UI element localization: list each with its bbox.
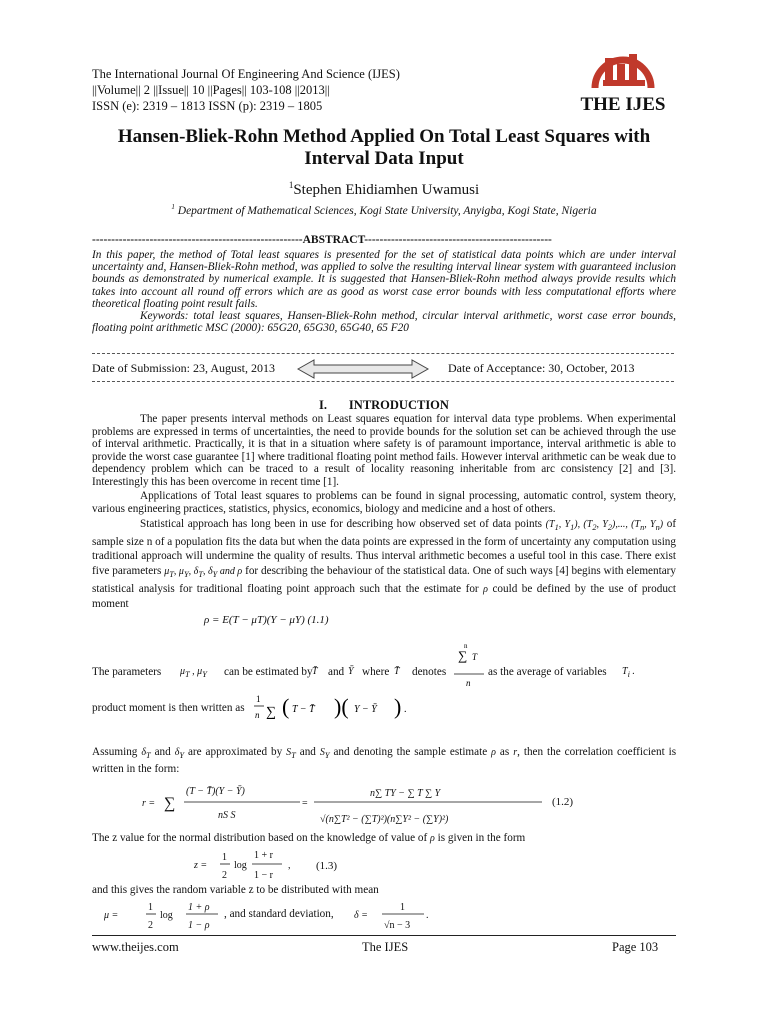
logo-text: THE IJES bbox=[580, 94, 666, 115]
svg-text:T: T bbox=[472, 652, 478, 662]
paragraph-2: Applications of Total least squares to problems can be found in signal processing, automatic control, system theory, various engineering practices, statistics, physics, economics, biology and medicine and a host of others. bbox=[92, 490, 676, 515]
keywords: Keywords: total least squares, Hansen-Bliek-Rohn method, circular interval arithmetic, worst case error bounds, floating point arithmetic MSC (2000): 65G20, 65G30, 65G40, 65 F20 bbox=[92, 310, 676, 335]
svg-text:1 + ρ: 1 + ρ bbox=[188, 902, 210, 913]
svg-text:μ =: μ = bbox=[104, 910, 119, 921]
equation-1-2: r = ∑ (T − T̄)(Y − Ȳ) nS S = n∑ TY − ∑ T ∑ Y √(n∑T² − (∑T)²)(n∑Y² − (∑Y)²) (1.2) bbox=[142, 786, 574, 825]
acceptance-date: Date of Acceptance: 30, October, 2013 bbox=[448, 361, 635, 375]
svg-text:√(n∑T² − (∑T)²)(n∑Y² − (∑Y)²): √(n∑T² − (∑T)²)(n∑Y² − (∑Y)²) bbox=[320, 814, 449, 825]
svg-text:n: n bbox=[464, 642, 468, 650]
svg-text:1 − r: 1 − r bbox=[254, 870, 273, 881]
equation-1-3: z = 1 2 log 1 + r 1 − r , (1.3) bbox=[194, 850, 338, 881]
submission-date: Date of Submission: 23, August, 2013 bbox=[92, 361, 276, 375]
assuming-line: Assuming $\delta_T$ and $\delta_Y$ are approximated by $S_T$ and $S_Y$ and denoting the sample estimate ρ as r, then the correlation coefficient is written in the form: bbox=[92, 746, 677, 775]
footer-site-link[interactable]: www.theijes.com bbox=[92, 940, 179, 954]
svg-text:n: n bbox=[255, 710, 260, 720]
svg-text:=: = bbox=[302, 798, 308, 809]
svg-text:.: . bbox=[426, 910, 429, 921]
journal-header bbox=[92, 66, 400, 114]
svg-text:1: 1 bbox=[400, 902, 405, 913]
distribution-line: and this gives the random variable z to be distributed with mean bbox=[92, 884, 379, 896]
product-moment-line: product moment is then written as 1 n ∑ ( T − T̄ )( Y − Ȳ ) . bbox=[92, 694, 407, 720]
paragraph-3: Statistical approach has long been in use for describing how observed set of data points ($T_1$, $Y_1$), ($T_2$, $Y_2$),..., ($T_n$, $Y_n$) of sample size n of a population fits the data but when the data points are expressed in the form of uncertainty any computation using traditional approach will undermine the quality of results. Thus interval arithmetic becomes a useful tool in this case. There exist five parameters $\mu_T$, $\mu_Y$, $\delta_T$, $\delta_Y$ and ρ for describing the behaviour of the statistical data. One of such ways [4] begins with elementary statistical analysis for traditional floating point approach such that the estimate for ρ could be defined by the use of product moment bbox=[92, 518, 677, 611]
svg-text:Y − Ȳ: Y − Ȳ bbox=[354, 704, 377, 715]
svg-text:T − T̄: T − T̄ bbox=[292, 704, 315, 715]
svg-text:2: 2 bbox=[222, 870, 227, 881]
page-number: Page 103 bbox=[612, 940, 659, 954]
abstract-body: In this paper, the method of Total least squares is presented for the set of statistical data points which are under interval uncertainty and, Hansen-Bliek-Rohn method, was applied to solve the resulting interval linear system with guaranteed inclusion bounds as demonstrated by numerical example. It is suggested that Hansen-Bliek-Rohn method always provide results which takes into account all round off errors which are as good as worst case error bounds with less computational efforts where theoretical floating point result fails. Keywords: total least squares, Hansen-Bliek-Rohn method, circular interval arithmetic, worst case error bounds, floating point arithmetic MSC (2000): 65G20, 65G30, 65G40, 65 F20 bbox=[92, 249, 676, 335]
ijes-logo bbox=[565, 44, 681, 118]
parameters-line: n ∑ T n The parameters $\mu_T$ , $\mu_Y$ can be estimated by T̄ and Ȳ where T̄ denotes as the average of variables $T_i$ . bbox=[92, 642, 635, 688]
section-heading: I. INTRODUCTION bbox=[319, 398, 449, 412]
svg-text:1: 1 bbox=[148, 902, 153, 913]
svg-text:1: 1 bbox=[222, 852, 227, 863]
svg-text:(T − T̄)(Y − Ȳ): (T − T̄)(Y − Ȳ) bbox=[186, 786, 245, 797]
affiliation: $^1$ Department of Mathematical Sciences, Kogi State University, Anyigba, Kogi State, Nigeria bbox=[171, 203, 597, 217]
issn-line: ISSN (e): 2319 – 1813 ISSN (p): 2319 – 1805 bbox=[92, 99, 323, 113]
svg-text:.: . bbox=[404, 704, 407, 715]
svg-text:∑: ∑ bbox=[266, 705, 276, 720]
svg-text:2: 2 bbox=[148, 920, 153, 931]
svg-text:,: , bbox=[288, 860, 291, 871]
equation-1-1: ρ = E(T − μT)(Y − μY) (1.1) bbox=[204, 614, 329, 626]
paper-title: Hansen-Bliek-Rohn Method Applied On Total Least Squares with Interval Data Input bbox=[117, 126, 651, 169]
mean-std-line: μ = 1 2 log 1 + ρ 1 − ρ , and standard deviation, δ = 1 √n − 3 . bbox=[104, 902, 429, 931]
double-arrow-icon bbox=[296, 358, 430, 380]
svg-text:)(: )( bbox=[334, 694, 349, 719]
svg-text:1 + r: 1 + r bbox=[254, 850, 273, 861]
svg-text:∑: ∑ bbox=[164, 795, 176, 812]
svg-text:r =: r = bbox=[142, 798, 156, 809]
svg-text:n∑ TY − ∑ T ∑ Y: n∑ TY − ∑ T ∑ Y bbox=[370, 788, 441, 799]
svg-text:n: n bbox=[466, 678, 471, 688]
divider bbox=[92, 353, 674, 354]
svg-text:): ) bbox=[394, 694, 402, 719]
divider bbox=[92, 381, 674, 382]
footer-rule bbox=[92, 935, 676, 936]
svg-text:1 − ρ: 1 − ρ bbox=[188, 920, 210, 931]
svg-text:∑: ∑ bbox=[458, 648, 468, 663]
paragraph-1: The paper presents interval methods on Least squares equation for interval data type problems. When experimental problems are expressed in terms of uncertainties, the need to provide bounds for the solution set can be achieved through the use of interval arithmetic. Practically, it is that in a situation where safety is of paramount importance, interval arithmetic is able to provide the worst case guarantee [1] where traditional floating point method fails. However interval arithmetic can be weak due to dependency problem which can be traced to a result of locality reasoning inheritable from arc consistency [2] and [3]. Interestingly this has been overcome in recent time [1]. bbox=[92, 413, 676, 488]
footer-journal: The IJES bbox=[362, 940, 409, 954]
author: $^1$Stephen Ehidiamhen Uwamusi bbox=[288, 180, 480, 198]
z-value-line: The z value for the normal distribution based on the knowledge of value of ρ is given in the form bbox=[92, 832, 526, 844]
svg-text:nS S: nS S bbox=[218, 810, 236, 821]
volume-line: ||Volume|| 2 ||Issue|| 10 ||Pages|| 103-108 ||2013|| bbox=[92, 83, 330, 97]
svg-text:√n − 3: √n − 3 bbox=[384, 920, 411, 931]
svg-text:log: log bbox=[160, 910, 173, 921]
svg-text:log: log bbox=[234, 860, 247, 871]
svg-text:z =: z = bbox=[194, 860, 208, 871]
svg-text:δ =: δ = bbox=[354, 910, 368, 921]
svg-text:1: 1 bbox=[256, 694, 261, 704]
svg-text:(: ( bbox=[282, 694, 290, 719]
journal-name: The International Journal Of Engineering And Science (IJES) bbox=[92, 67, 400, 81]
abstract-heading: -------------------------------------------------------ABSTRACT------------------------------------------------- bbox=[92, 234, 552, 246]
